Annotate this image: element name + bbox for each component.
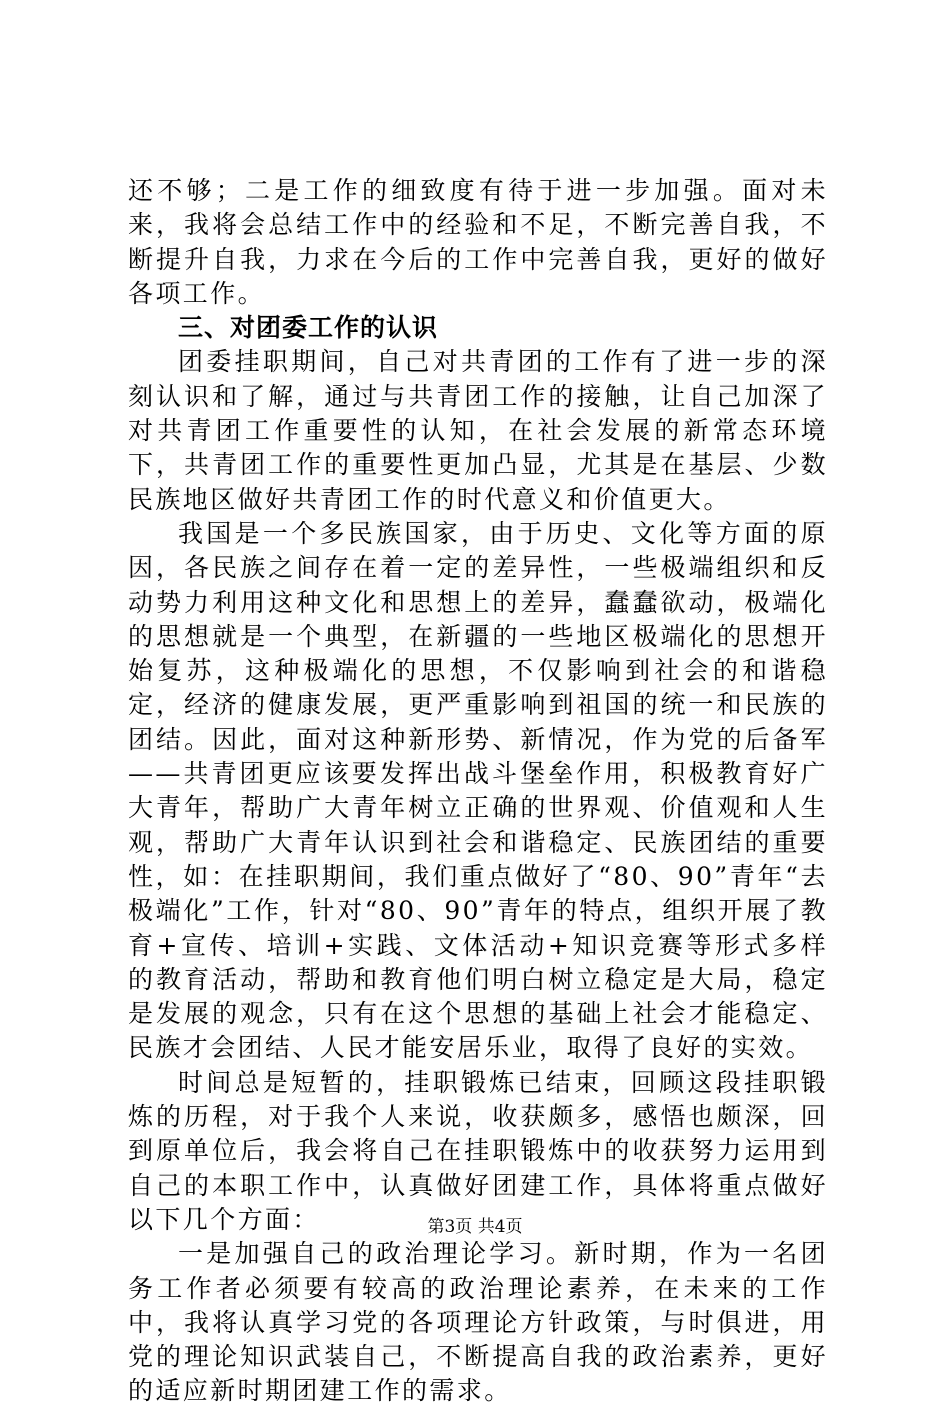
paragraph: 时间总是短暂的，挂职锻炼已结束，回顾这段挂职锻炼的历程，对于我个人来说，收获颇多，感悟也颇深，回到原单位后，我会将自己在挂职锻炼中的收获努力运用到自己的本职工作中，认真做好团建工作，具体将重点做好以下几个方面： (128, 1067, 828, 1234)
paragraph: 我国是一个多民族国家，由于历史、文化等方面的原因，各民族之间存在着一定的差异性，一些极端组织和反动势力利用这种文化和思想上的差异，蠢蠢欲动，极端化的思想就是一个典型，在新疆的一些地区极端化的思想开始复苏，这种极端化的思想，不仅影响到社会的和谐稳定，经济的健康发展，更严重影响到祖国的统一和民族的团结。因此，面对这种新形势、新情况，作为党的后备军——共青团更应该要发挥出战斗堡垒作用，积极教育好广大青年，帮助广大青年树立正确的世界观、价值观和人生观，帮助广大青年认识到社会和谐稳定、民族团结的重要性，如：在挂职期间，我们重点做好了“80、90”青年“去极端化”工作，针对“80、90”青年的特点，组织开展了教育+宣传、培训+实践、文体活动+知识竞赛等形式多样的教育活动，帮助和教育他们明白树立稳定是大局，稳定是发展的观念，只有在这个思想的基础上社会才能稳定、民族才会团结、人民才能安居乐业，取得了良好的实效。 (128, 518, 828, 1063)
page-number-footer: 第3页 共4页 (427, 1217, 523, 1237)
section-heading: 三、对团委工作的认识 (178, 313, 439, 343)
paragraph: 团委挂职期间，自己对共青团的工作有了进一步的深刻认识和了解，通过与共青团工作的接触，让自己加深了对共青团工作重要性的认知，在社会发展的新常态环境下，共青团工作的重要性更加凸显，尤其是在基层、少数民族地区做好共青团工作的时代意义和价值更大。 (128, 347, 828, 514)
paragraph-continuation: 还不够；二是工作的细致度有待于进一步加强。面对未来，我将会总结工作中的经验和不足，不断完善自我，不断提升自我，力求在今后的工作中完善自我，更好的做好各项工作。 (128, 176, 828, 308)
paragraph: 一是加强自己的政治理论学习。新时期，作为一名团务工作者必须要有较高的政治理论素养，在未来的工作中，我将认真学习党的各项理论方针政策，与时俱进，用党的理论知识武装自己，不断提高自我的政治素养，更好的适应新时期团建工作的需求。 (128, 1239, 828, 1406)
